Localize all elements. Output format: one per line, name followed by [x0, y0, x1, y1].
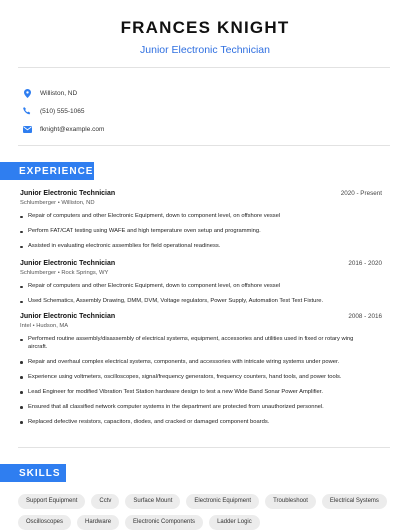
experience-entry: [20, 190, 382, 258]
job-bullet: Perform FAT/CAT testing using WAFE and high temperature oven setup and programming.: [20, 228, 382, 236]
job-title: Junior Electronic Technician: [20, 260, 116, 267]
resume-header: [0, 18, 410, 56]
experience-entry: [20, 313, 382, 434]
divider: [18, 67, 390, 68]
candidate-name: FRANCES KNIGHT: [120, 18, 290, 37]
skills-list: [18, 494, 398, 530]
skill-chip: Electronic Components: [125, 515, 203, 530]
job-bullet: Performed routine assembly/disassembly of electrical systems, equipment, accessories and utilities used in fixed or rotary wing aircraft.: [20, 336, 382, 351]
job-bullets: [20, 213, 382, 251]
job-title: Junior Electronic Technician: [20, 313, 116, 320]
divider: [18, 145, 390, 146]
job-dates: 2008 - 2016: [348, 313, 382, 320]
job-bullet: Repair and overhaul complex electrical systems, components, and accessories with intricate wiring systems under power.: [20, 359, 382, 367]
job-bullet: Repair of computers and other Electronic Equipment, down to component level, on offshore vessel: [20, 283, 382, 291]
section-heading-skills: SKILLS: [0, 464, 66, 482]
contact-email-text: fknight@example.com: [40, 125, 105, 133]
job-dates: 2020 - Present: [340, 190, 382, 197]
skill-chip: Ladder Logic: [209, 515, 260, 530]
email-icon: [22, 124, 32, 134]
job-company: Intel • Hudson, MA: [20, 323, 69, 329]
skill-chip: Electronic Equipment: [186, 494, 259, 509]
job-company: Schlumberger • Rock Springs, WY: [20, 270, 109, 276]
skill-chip: Troubleshoot: [265, 494, 316, 509]
section-heading-experience: EXPERIENCE: [0, 162, 94, 180]
contact-email: [22, 120, 104, 138]
job-dates: 2016 - 2020: [348, 260, 382, 267]
candidate-title: Junior Electronic Technician: [140, 44, 270, 56]
job-bullets: [20, 336, 382, 426]
job-company: Schlumberger • Williston, ND: [20, 200, 95, 206]
skill-chip: Support Equipment: [18, 494, 85, 509]
job-bullet: Experience using voltmeters, oscilloscopes, signal/frequency generators, frequency counters, hand tools, and power tools.: [20, 374, 382, 382]
job-title: Junior Electronic Technician: [20, 190, 116, 197]
job-bullet: Repair of computers and other Electronic Equipment, down to component level, on offshore vessel: [20, 213, 382, 221]
contact-location: [22, 84, 104, 102]
job-bullet: Assisted in evaluating electronic assemblies for field operational readiness.: [20, 243, 382, 251]
job-bullet: Replaced defective resistors, capacitors, diodes, and cracked or damaged component boards.: [20, 419, 382, 427]
contact-phone-text: (510) 555-1065: [40, 107, 85, 115]
skill-chip: Oscilloscopes: [18, 515, 71, 530]
job-bullet: Lead Engineer for modified Vibration Test Station hardware design to test a new Wide Band Sonar Power Amplifier.: [20, 389, 382, 397]
skill-chip: Electrical Systems: [322, 494, 387, 509]
job-bullet: Ensured that all classified network computer systems in the department are protected from unauthorized personnel.: [20, 404, 382, 412]
location-pin-icon: [22, 88, 32, 98]
job-bullet: Used Schematics, Assembly Drawing, DMM, DVM, Voltage regulators, Power Supply, Automation Test Text Fixture.: [20, 298, 382, 306]
job-bullets: [20, 283, 382, 306]
skill-chip: Cctv: [91, 494, 119, 509]
contact-phone: [22, 102, 104, 120]
skill-chip: Hardware: [77, 515, 119, 530]
contact-location-text: Williston, ND: [40, 89, 78, 97]
skill-chip: Surface Mount: [125, 494, 180, 509]
phone-icon: [22, 106, 32, 116]
experience-entry: [20, 260, 382, 313]
divider: [18, 447, 390, 448]
contact-list: [22, 84, 104, 138]
